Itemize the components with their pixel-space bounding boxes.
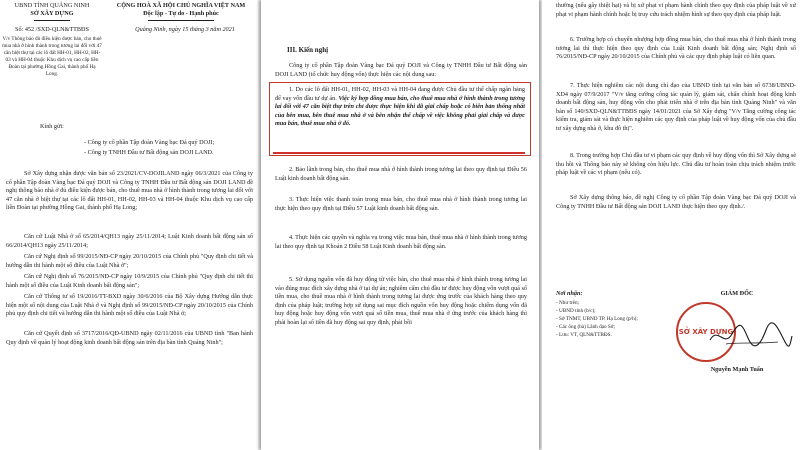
item-1-lead: 1. Do các lô đất HH-01, HH-02, HH-03 và HH-04 đang được Chủ đầu tư thế chấp ngân hàng để vay vốn đầu tư dự án. (275, 86, 525, 102)
kinh-gui-label: Kính gửi: (40, 123, 64, 130)
item-3: 3. Thực hiện việc thanh toán trong mua bán, cho thuê mua nhà ở hình thành trong tương lai thực hiện theo quy định tại Điều 57 Luật kinh doanh bất động sản. (275, 196, 527, 212)
signer-title: GIÁM ĐỐC (720, 290, 754, 297)
agency-underline (34, 20, 70, 21)
recipient-item: - UBND tỉnh (b/c); (556, 308, 596, 314)
signer-name: Nguyễn Mạnh Tuấn (710, 366, 764, 373)
document-page-2 (261, 0, 539, 450)
closing-paragraph: Sở Xây dựng thông báo, đề nghị Công ty cổ phần Tập đoàn Vàng bạc Đá quý DOJI và Công ty TNHH Đầu tư Bất động sản DOJI LAND thực hiện theo quy định./. (556, 194, 796, 210)
section-heading: III. Kiến nghị (287, 46, 329, 54)
body-paragraph: Căn cứ Nghị định số 99/2015/NĐ-CP ngày 20/10/2015 của Chính phủ "Quy định chi tiết và hướng dẫn thi hành một số điều của Luật Nhà ở"; (6, 253, 253, 269)
recipient-item: - Lưu: VT, QLN&TTBĐS. (556, 332, 612, 338)
highlight-underline (273, 152, 525, 154)
recipient-2: - Công ty TNHH Đầu tư Bất động sản DOJI LAND. (84, 149, 214, 156)
item-6: 6. Trường hợp có chuyển nhượng hợp đồng mua bán, cho thuê mua nhà ở hình thành trong tương lai thì thực hiện theo quy định của Luật Kinh doanh bất động sản; Nghị định số 76/2015/NĐ-CP ngày 20/10/2015 của Chính phủ và các quy định pháp luật có liên quan. (556, 36, 796, 61)
item-2: 2. Bảo lãnh trong bán, cho thuê mua nhà ở hình thành trong tương lai theo quy định tại Điều 56 Luật kinh doanh bất động sản. (275, 166, 527, 182)
item-1-emphasis: Việc ký hợp đồng mua bán, cho thuê mua nhà ở hình thành trong tương lai đối với 47 căn biệt thự trên chỉ được thực hiện khi đã giải chấp hoặc có biên bản thống nhất của bên mua, bên thuê mua nhà ở và bên nhận thế chấp về việc không phải giải chấp và được mua bán, thuê mua nhà ở đó. (275, 94, 525, 128)
body-paragraph: Căn cứ Luật Nhà ở số 65/2014/QH13 ngày 25/11/2014; Luật Kinh doanh bất động sản số 66/2014/QH13 ngày 25/11/2014; (6, 233, 253, 249)
motto-underline (148, 20, 214, 21)
nation-title: CỘNG HOÀ XÃ HỘI CHỦ NGHĨA VIỆT NAM (116, 2, 246, 9)
document-subject: V/v Thông báo đủ điều kiện được bán, cho thuê mua nhà ở hình thành trong tương lai đối với 47 căn biệt thự tại các lô đất HH-01, HH-02, HH-03 và HH-04 thuộc Khu dịch vụ cao cấp liền Đoàn tại phường Hồng Gai, thành phố Hạ Long. (2, 36, 102, 77)
recipient-1: - Công ty cổ phần Tập đoàn Vàng bạc Đá quý DOJI; (84, 139, 215, 146)
stamp-text: SỞ XÂY DỰNG (678, 328, 734, 336)
recipient-item: - Như trên; (556, 300, 579, 306)
document-page-1 (0, 0, 258, 450)
agency-name: UBND TỈNH QUẢNG NINH (14, 2, 90, 9)
body-paragraph: Căn cứ Thông tư số 19/2016/TT-BXD ngày 30/6/2016 của Bộ Xây dựng Hướng dẫn thực hiện một số nội dung của Luật Nhà ở và Nghị định số 99/2015/NĐ-CP ngày 20/10/2015 của Chính phủ quy định chi tiết và hướng dẫn thi hành một số điều của Luật Nhà ở; (6, 293, 253, 318)
document-number: Số: 452 /SXD-QLN&TTBĐS (15, 26, 89, 33)
agency-department: SỞ XÂY DỰNG (30, 10, 74, 17)
highlighted-item-1 (275, 86, 525, 129)
item-4: 4. Thực hiện các quyền và nghĩa vụ trong việc mua bán, thuê mua nhà ở hình thành trong tương lai theo quy định tại Khoản 2 Điều 58 Luật Kinh doanh bất động sản. (275, 234, 527, 250)
place-date: Quảng Ninh, ngày 15 tháng 3 năm 2021 (135, 26, 235, 33)
noi-nhan-label: Nơi nhận: (556, 290, 583, 297)
item-8: 8. Trong trường hợp Chủ đầu tư vi phạm các quy định về huy động vốn thì Sở Xây dựng sẽ thu hồi và Thông báo này sẽ không còn hiệu lực. Chủ đầu tư hoàn toàn chịu trách nhiệm trước pháp luật về các vi phạm (nếu có). (556, 152, 796, 177)
item-7: 7. Thực hiện nghiêm các nội dung chỉ đạo của UBND tỉnh tại văn bản số 6738/UBND-XD4 ngày 07/9/2017 "V/v tăng cường công tác quản lý, giám sát, chấn chỉnh hoạt động kinh doanh bất động sản, huy động vốn cho phát triển nhà ở trên địa bàn tỉnh Quảng Ninh" và văn bản số 140/SXD-QLN&TTBĐS ngày 14/01/2021 của Sở Xây dựng "V/v Tăng cường công tác kiểm tra, giám sát và thực hiện nghiêm các quy định của pháp luật về huy động vốn của chủ đầu tư xây dựng nhà ở, khu đô thị". (556, 82, 796, 132)
body-paragraph: Căn cứ Nghị định số 76/2015/NĐ-CP ngày 10/9/2015 của Chính phủ "Quy định chi tiết thi hành một số điều của Luật Kinh doanh bất động sản"; (6, 273, 253, 289)
section-intro: Công ty cổ phần Tập đoàn Vàng bạc Đá quý DOJI và Công ty TNHH Đầu tư Bất động sản DOJI LAND (tổ chức huy động vốn) thực hiện các nội dung sau: (275, 62, 527, 78)
item-5: 5. Sử dụng nguồn vốn đã huy động từ việc bán, cho thuê mua nhà ở hình thành trong tương lai vào đúng mục đích xây dựng nhà ở tại dự án; nghiêm cấm chủ đầu tư được huy động vốn vượt quá số tiền mua, cho thuê mua nhà ở hình thành trong tương lai được ứng trước của khách hàng theo quy định của pháp luật; trường hợp sử dụng sai mục đích nguồn vốn huy động hoặc chiếm dụng vốn đã huy động hoặc huy động vốn vượt quá số tiền mua, thuê mua nhà ở ứng trước của khách hàng thì phải hoàn lại số tiền đã huy động sai quy định, phải bồi (275, 276, 527, 326)
signature (708, 318, 794, 352)
continued-text: thường (nếu gây thiệt hại) và bị xử phạt vi phạm hành chính theo quy định của pháp luật về xử phạt vi phạm hành chính hoặc bị truy cứu trách nhiệm hình sự theo quy định của pháp luật. (556, 2, 796, 18)
document-page-3 (542, 0, 800, 450)
nation-motto: Độc lập - Tự do - Hạnh phúc (143, 10, 219, 17)
body-paragraph: Sở Xây dựng nhận được văn bản số 23/2021/CV-DOJILAND ngày 06/3/2021 của Công ty cổ phần Tập đoàn Vàng bạc Đá quý DOJI và Công ty TNHH Đầu tư Bất động sản DOJI LAND đề nghị thông báo nhà ở đủ điều kiện được bán, cho thuê mua nhà ở hình thành trong tương lai đối với 47 căn nhà ở biệt thự tại các lô đất HH-01, HH-02, HH-03 và HH-04 thuộc Khu dịch vụ cao cấp liền Đoàn tại phường Hồng Gai, thành phố Hạ Long; (6, 170, 253, 212)
recipient-item: - Sở TNMT, UBND TP. Hạ Long (p/h); (556, 316, 638, 322)
body-paragraph: Căn cứ Quyết định số 3717/2016/QĐ-UBND ngày 02/11/2016 của UBND tỉnh "Ban hành Quy định về quản lý hoạt động kinh doanh bất động sản trên địa bàn tỉnh Quảng Ninh"; (6, 330, 253, 346)
recipient-item: - Các ông (bà) Lãnh đạo Sở; (556, 324, 615, 330)
